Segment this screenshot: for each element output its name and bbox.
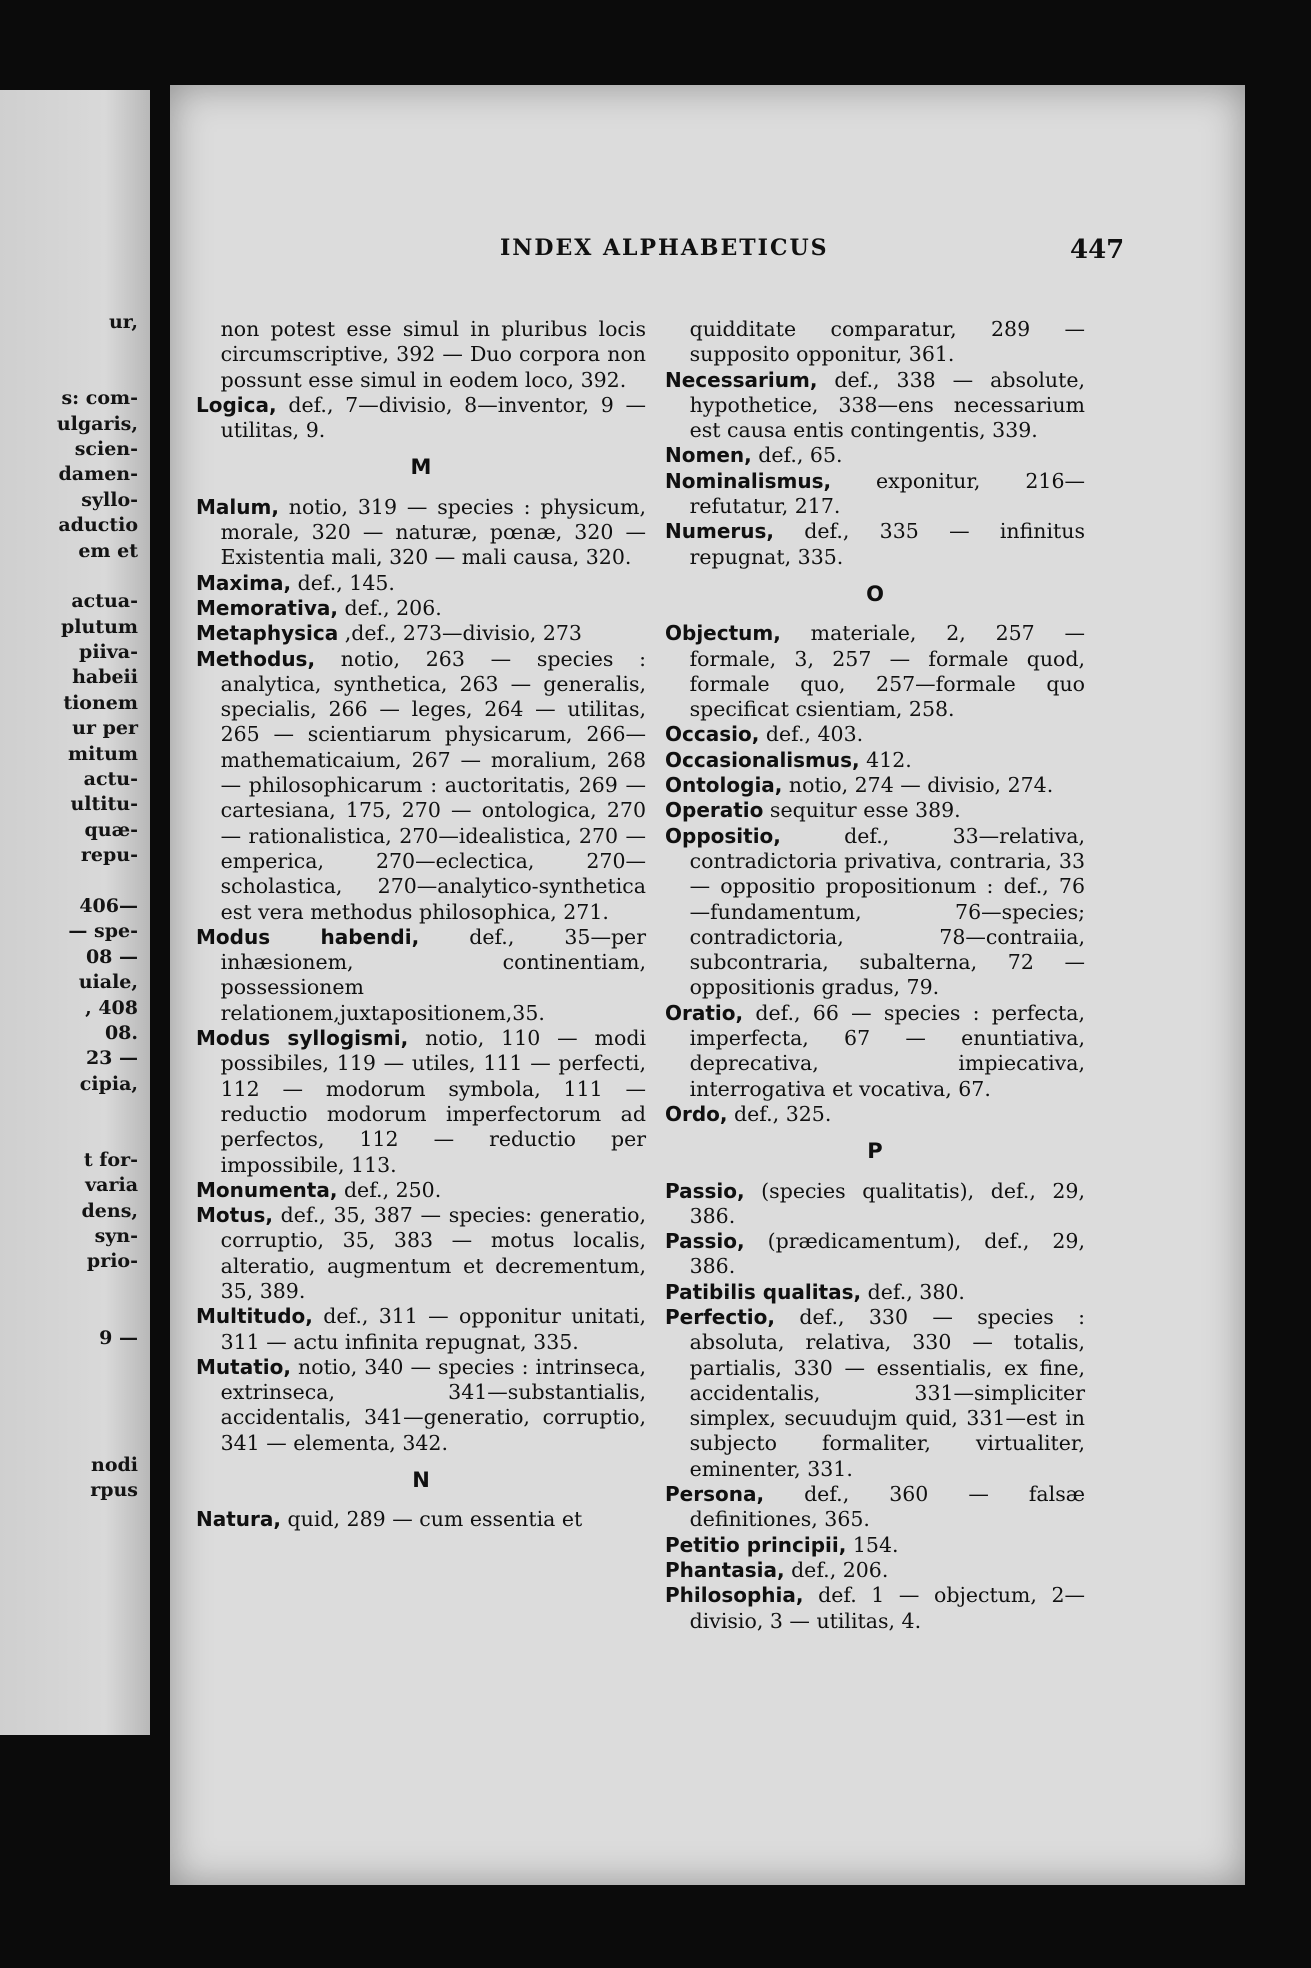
index-entry [665,773,1085,798]
index-entry-headword: Persona, [665,1482,765,1507]
index-entry [196,596,646,621]
index-entry-continuation [665,317,1085,368]
index-entry [196,925,646,1026]
index-entry-headword: Objectum, [665,621,781,646]
index-entry [196,1507,646,1532]
index-entry-headword: Passio, [665,1178,745,1203]
index-entry-headword: Nominalismus, [665,468,832,493]
index-entry-text: notio, 110 — modi possibiles, 119 — utiles, 111 — perfecti, 112 — modorum symbola, 111 — reductio modorum imperfectorum ad perfectos, 112 — reductio per impossibile, 113. [220,1026,647,1177]
index-entry [665,1102,1085,1127]
index-entry-headword: Motus, [196,1203,273,1228]
left-page-fragment: 08 — [85,945,138,968]
index-entry [665,798,1085,823]
left-page-fragment [6,1402,138,1427]
index-entry [665,1179,1085,1230]
index-column-left [196,317,646,1533]
index-entry [665,1558,1085,1583]
index-entry-text: def., 330 — species : absoluta, relativa, 330 — totalis, partialis, 330 — essentialis, ex fine, accidentalis, 331—simpliciter simplex, secuudujm quid, 331—est in subjecto formaliter, virtualiter, eminenter, 331. [689,1304,1085,1481]
index-entry-text: def., 403. [759,722,864,747]
index-entry [665,1001,1085,1102]
index-column-right [665,317,1085,1634]
section-letter: M [410,455,432,480]
index-entry [665,368,1085,444]
index-entry-headword: Modus syllogismi, [196,1026,409,1051]
index-entry-text: notio, 274 — divisio, 274. [782,773,1054,798]
index-entry-headword: Natura, [196,1507,281,1532]
index-entry-text: def., 325. [727,1101,832,1126]
left-page-fragment: mitum [67,742,138,765]
index-entry [196,1178,646,1203]
left-page-fragment: varia [85,1174,138,1197]
index-entry [196,495,646,571]
index-entry [665,722,1085,747]
index-entry-continuation [196,317,646,393]
index-entry-headword: Perfectio, [665,1304,775,1329]
left-page-fragment [6,1300,138,1325]
index-entry-text: def., 206. [784,1557,889,1582]
left-page-fragment: , 408 [85,996,138,1019]
index-entry [196,647,646,925]
left-page-fragments [6,310,138,1503]
index-entry-text: notio, 263 — species : analytica, synthetica, 263 — generalis, specialis, 266 — leges, 264 — utilitas, 265 — scientiarum physicarum, 266—mathematicaium, 267 — moralium, 268 — philosophicarum : auctoritatis, 269 — cartesiana, 175, 270 — ontologica, 270 — rationalistica, 270—idealistica, 270 —emperica, 270—eclectica, 270— scholastica, 270—analytico-synthetica est vera methodus philosophica, 271. [220,646,646,924]
index-entry-headword: Phantasia, [665,1557,785,1582]
left-page-fragment: piiva- [79,641,138,664]
index-entry-headword: Occasio, [665,722,760,747]
left-page-fragment: uiale, [78,971,138,994]
index-entry-text: sequitur esse 389. [763,798,961,823]
index-entry-text: quid, 289 — cum essentia et [281,1507,583,1532]
index-entry-text: def., 311 — opponitur unitati, 311 — actu infinita repugnat, 335. [220,1304,646,1354]
index-entry [665,1583,1085,1634]
left-page-fragment [6,1097,138,1122]
index-entry-text: notio, 319 — species : physicum, morale, 320 — naturæ, pœnæ, 320 — Existentia mali, 320 — mali causa, 320. [220,494,646,570]
section-letter: O [866,581,884,606]
index-entry-headword: Operatio [665,798,764,823]
index-entry-headword: Oratio, [665,1000,744,1025]
index-entry-text: notio, 340 — species : intrinseca, extrinseca, 341—substantialis, accidentalis, 341—generatio, corruptio, 341 — elementa, 342. [220,1354,646,1455]
index-entry [665,1533,1085,1558]
left-page-fragment: s: com- [61,387,138,410]
index-entry-text: (species qualitatis), def., 29, 386. [689,1178,1085,1228]
left-page-fragment: rpus [90,1478,138,1501]
index-entry-headword: Monumenta, [196,1177,338,1202]
index-entry-text: exponitur, 216—refutatur, 217. [689,468,1085,519]
left-page-fragment: tionem [63,691,138,714]
left-page-fragment: 9 — [99,1326,138,1349]
left-page-fragment: repu- [80,844,138,867]
left-page-fragment [6,1123,138,1148]
left-page-fragment: plutum [60,615,138,638]
left-page-fragment: damen- [58,463,138,486]
index-entry-headword: Philosophia, [665,1583,804,1608]
index-entry [196,1355,646,1456]
index-entry-headword: Ontologia, [665,773,783,798]
index-entry-headword: Patibilis qualitas, [665,1279,862,1304]
left-page-fragment: scien- [74,437,138,460]
index-entry [665,1280,1085,1305]
index-entry-text: def., 145. [291,570,395,595]
left-page-fragment: actua- [71,590,138,613]
index-entry [196,571,646,596]
left-page-fragment [6,1376,138,1401]
index-entry [665,1229,1085,1280]
index-entry-text: def. 1 — objectum, 2— divisio, 3 — utilitas, 4. [689,1583,1085,1633]
index-entry-headword: Methodus, [196,646,316,671]
index-entry-text: 154. [846,1532,899,1557]
left-page-fragment [6,335,138,360]
index-entry-headword: Multitudo, [196,1304,313,1329]
left-page-fragment: prio- [86,1250,138,1273]
index-entry-text: def., 33—relativa, contradictoria privativa, contraria, 33 — oppositio propositionum : def., 76 —fundamentum, 76—species; contradictoria, 78—contraiia, subcontraria, subalterna, 72 — oppositionis gradus, 79. [689,823,1085,1000]
index-entry-text: def., 338 — absolute, hypothetice, 338—ens necessarium est causa entis contingentis, 339. [689,367,1085,443]
left-page-fragment: ulgaris, [56,412,138,435]
index-entry [665,621,1085,722]
left-page-fragment: 406— [79,894,138,917]
index-entry-text: materiale, 2, 257 — formale, 3, 257 — formale quod, formale quo, 257—formale quo specificat csientiam, 258. [689,621,1085,722]
left-page-edge [0,90,150,1735]
index-entry-headword: Memorativa, [196,595,338,620]
left-page-fragment: — spe- [68,920,138,943]
index-entry-headword: Metaphysica [196,621,339,646]
left-page-fragment: nodi [91,1453,138,1476]
left-page-fragment: em et [78,539,138,562]
index-entry-text: def., 206. [337,595,442,620]
left-page-fragment: actu- [83,768,138,791]
section-letter: N [412,1468,430,1493]
left-page-fragment [6,1427,138,1452]
left-page-fragment [6,564,138,589]
index-entry-text: def., 35, 387 — species: generatio, corruptio, 35, 383 — motus localis, alteratio, augmentum et decrementum, 35, 389. [220,1203,646,1303]
index-entry [665,443,1085,468]
index-entry-headword: Petitio principii, [665,1532,847,1557]
index-entry [196,621,646,646]
index-entry-headword: Passio, [665,1229,745,1254]
index-entry [196,1304,646,1355]
index-entry-text: def., 250. [337,1177,442,1202]
left-page-fragment: ur per [72,717,138,740]
index-entry [196,393,646,444]
index-entry [665,824,1085,1001]
index-entry [196,1203,646,1304]
left-page-fragment: quæ- [84,818,138,841]
index-entry-headword: Malum, [196,494,279,519]
index-entry-headword: Nomen, [665,443,752,468]
left-page-fragment: 23 — [85,1047,138,1070]
left-page-fragment [6,1351,138,1376]
left-page-fragment: syn- [94,1225,138,1248]
index-entry-headword: Necessarium, [665,367,818,392]
index-entry [196,1026,646,1178]
left-page-fragment [6,869,138,894]
left-page-fragment [6,1275,138,1300]
page-number: 447 [1070,235,1125,265]
index-entry-headword: Maxima, [196,570,292,595]
index-entry [665,748,1085,773]
index-entry-text: def., 360 — falsæ definitiones, 365. [689,1482,1085,1532]
index-entry-text: def., 65. [751,443,843,468]
index-entry-text: def., 35—per inhæsionem, continentiam, possessionem relationem,juxtapositionem,35. [220,924,646,1025]
index-entry [665,469,1085,520]
index-entry-headword: Modus habendi, [196,924,420,949]
index-entry-text: def., 7—divisio, 8—inventor, 9 — utilitas, 9. [220,392,646,443]
section-letter: P [867,1139,883,1164]
index-entry [665,519,1085,570]
index-entry-text: (prædicamentum), def., 29, 386. [689,1229,1085,1279]
index-entry-text: def., 335 — infinitus repugnat, 335. [689,519,1085,569]
index-entry-headword: Oppositio, [665,823,781,848]
index-entry-text: quidditate comparatur, 289 — supposito opponitur, 361. [689,317,1085,367]
index-entry-text: ,def., 273—divisio, 273 [338,621,582,646]
left-page-fragment: dens, [81,1199,138,1222]
index-entry-headword: Mutatio, [196,1354,291,1379]
index-entry [665,1305,1085,1482]
left-page-fragment: aductio [58,514,138,537]
running-header: INDEX ALPHABETICUS [500,235,829,261]
left-page-fragment: syllo- [81,488,138,511]
left-page-fragment: ur, [108,311,138,333]
index-page [170,85,1245,1885]
left-page-fragment: 08. [104,1021,138,1044]
left-page-fragment: ultitu- [70,793,138,816]
index-entry-headword: Occasionalismus, [665,747,860,772]
index-entry-headword: Numerus, [665,519,774,544]
index-entry-text: 412. [859,747,912,772]
index-entry-text: def., 66 — species : perfecta, imperfecta, 67 — enuntiativa, deprecativa, impiecativa, interrogativa et vocativa, 67. [689,1000,1085,1101]
left-page-fragment [6,361,138,386]
index-entry [665,1482,1085,1533]
index-entry-headword: Ordo, [665,1101,728,1126]
left-page-fragment: cipia, [79,1072,138,1095]
index-entry-text: def., 380. [861,1279,965,1304]
index-entry-headword: Logica, [196,392,277,417]
left-page-fragment: habeii [72,666,138,689]
left-page-fragment: t for- [83,1148,138,1171]
index-entry-text: non potest esse simul in pluribus locis circumscriptive, 392 — Duo corpora non possunt esse simul in eodem loco, 392. [220,317,646,392]
